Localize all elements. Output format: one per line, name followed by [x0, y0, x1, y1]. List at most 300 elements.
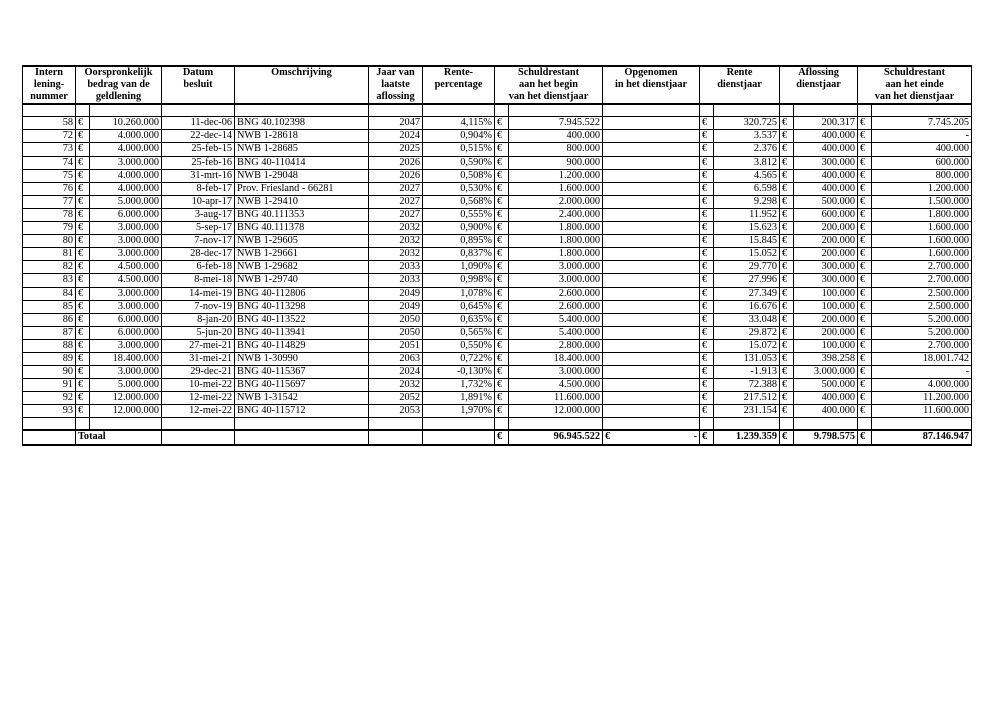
cell-omschrijving: BNG 40-115697 [235, 379, 369, 392]
currency-symbol: € [76, 379, 90, 392]
currency-symbol: € [495, 405, 509, 418]
cell-lening-nummer: 86 [23, 313, 76, 326]
currency-symbol: € [700, 169, 714, 182]
cell-opgenomen [603, 248, 700, 261]
cell-opgenomen [603, 169, 700, 182]
header-jaar-2: laatste [369, 79, 423, 91]
cell-schuld-begin: 2.800.000 [509, 339, 603, 352]
cell-omschrijving: NWB 1-29048 [235, 169, 369, 182]
cell-lening-nummer: 87 [23, 326, 76, 339]
cell-oorspronkelijk-bedrag: 5.000.000 [90, 379, 162, 392]
cell-oorspronkelijk-bedrag: 4.500.000 [90, 274, 162, 287]
currency-symbol: € [76, 392, 90, 405]
total-einde: 87.146.947 [872, 430, 972, 444]
cell-rentepercentage: 0,568% [423, 195, 495, 208]
currency-symbol: € [495, 235, 509, 248]
table-row [23, 156, 972, 169]
cell-omschrijving: BNG 40-113941 [235, 326, 369, 339]
currency-symbol: € [700, 222, 714, 235]
cell-datum-besluit: 7-nov-17 [162, 235, 235, 248]
cell-rentepercentage: 0,530% [423, 182, 495, 195]
cell-opgenomen [603, 222, 700, 235]
total-opgenomen [603, 430, 700, 444]
cell-schuld-begin: 2.400.000 [509, 208, 603, 221]
currency-symbol: € [495, 300, 509, 313]
total-opgenomen-value: - [693, 431, 698, 443]
cell-jaar-aflossing: 2049 [369, 300, 423, 313]
cell-rentepercentage: 0,722% [423, 352, 495, 365]
currency-symbol: € [858, 274, 872, 287]
cell-aflossing: 3.000.000 [794, 366, 858, 379]
cell-opgenomen [603, 274, 700, 287]
currency-symbol: € [700, 261, 714, 274]
cell-rentepercentage: 0,895% [423, 235, 495, 248]
currency-symbol: € [76, 195, 90, 208]
cell-schuld-einde: 2.700.000 [872, 261, 972, 274]
currency-symbol: € [858, 156, 872, 169]
cell-lening-nummer: 82 [23, 261, 76, 274]
cell-oorspronkelijk-bedrag: 6.000.000 [90, 326, 162, 339]
currency-symbol: € [858, 300, 872, 313]
cell-opgenomen [603, 117, 700, 130]
table-row [23, 248, 972, 261]
cell-rentepercentage: 0,515% [423, 143, 495, 156]
cell-omschrijving: NWB 1-29740 [235, 274, 369, 287]
currency-symbol: € [780, 143, 794, 156]
header-schuld-einde-3: van het dienstjaar [858, 91, 972, 104]
cell-rentepercentage: 1,732% [423, 379, 495, 392]
cell-omschrijving: BNG 40-112806 [235, 287, 369, 300]
cell-opgenomen [603, 379, 700, 392]
currency-symbol: € [858, 366, 872, 379]
header-schuld-einde: Schuldrestant [858, 66, 972, 79]
currency-symbol: € [495, 352, 509, 365]
cell-omschrijving: NWB 1-28685 [235, 143, 369, 156]
cell-rente: 29.770 [714, 261, 780, 274]
cell-schuld-einde: 1.500.000 [872, 195, 972, 208]
cell-schuld-einde: 18.001.742 [872, 352, 972, 365]
cell-rente: 29.872 [714, 326, 780, 339]
currency-symbol: € [700, 208, 714, 221]
currency-symbol: € [76, 208, 90, 221]
cell-aflossing: 400.000 [794, 130, 858, 143]
cell-aflossing: 300.000 [794, 274, 858, 287]
currency-symbol: € [76, 235, 90, 248]
cell-schuld-einde: 7.745.205 [872, 117, 972, 130]
cell-datum-besluit: 28-dec-17 [162, 248, 235, 261]
cell-aflossing: 200.317 [794, 117, 858, 130]
header-oorspronkelijk-3: geldlening [76, 91, 162, 104]
cell-schuld-begin: 2.600.000 [509, 300, 603, 313]
currency-symbol: € [700, 352, 714, 365]
cell-rente: -1.913 [714, 366, 780, 379]
currency-symbol: € [700, 130, 714, 143]
cell-schuld-einde: - [872, 366, 972, 379]
table-row [23, 235, 972, 248]
cell-omschrijving: BNG 40-113522 [235, 313, 369, 326]
currency-symbol: € [858, 313, 872, 326]
currency-symbol: € [858, 261, 872, 274]
currency-symbol: € [858, 326, 872, 339]
header-omschrijving: Omschrijving [235, 66, 369, 79]
cell-datum-besluit: 11-dec-06 [162, 117, 235, 130]
cell-aflossing: 300.000 [794, 156, 858, 169]
cell-oorspronkelijk-bedrag: 3.000.000 [90, 248, 162, 261]
cell-datum-besluit: 12-mei-22 [162, 392, 235, 405]
currency-symbol: € [780, 352, 794, 365]
cell-datum-besluit: 31-mei-21 [162, 352, 235, 365]
cell-opgenomen [603, 366, 700, 379]
currency-symbol: € [700, 326, 714, 339]
cell-datum-besluit: 25-feb-15 [162, 143, 235, 156]
cell-schuld-begin: 1.600.000 [509, 182, 603, 195]
currency-symbol: € [76, 287, 90, 300]
cell-opgenomen [603, 143, 700, 156]
cell-datum-besluit: 10-mei-22 [162, 379, 235, 392]
cell-omschrijving: BNG 40-110414 [235, 156, 369, 169]
currency-symbol: € [76, 352, 90, 365]
cell-schuld-einde: 600.000 [872, 156, 972, 169]
cell-rentepercentage: 0,837% [423, 248, 495, 261]
currency-symbol: € [495, 156, 509, 169]
cell-schuld-begin: 5.400.000 [509, 326, 603, 339]
header-intern: Intern [23, 66, 76, 79]
currency-symbol: € [780, 169, 794, 182]
cell-jaar-aflossing: 2050 [369, 326, 423, 339]
currency-symbol: € [495, 208, 509, 221]
header-rente-pct-3 [423, 91, 495, 104]
currency-symbol: € [495, 222, 509, 235]
cell-schuld-begin: 2.000.000 [509, 195, 603, 208]
currency-symbol: € [858, 287, 872, 300]
cell-jaar-aflossing: 2052 [369, 392, 423, 405]
cell-oorspronkelijk-bedrag: 4.000.000 [90, 130, 162, 143]
cell-schuld-einde: 1.800.000 [872, 208, 972, 221]
cell-jaar-aflossing: 2027 [369, 182, 423, 195]
cell-schuld-begin: 2.600.000 [509, 287, 603, 300]
cell-rente: 72.388 [714, 379, 780, 392]
cell-opgenomen [603, 156, 700, 169]
cell-lening-nummer: 88 [23, 339, 76, 352]
cell-schuld-einde: 800.000 [872, 169, 972, 182]
currency-symbol: € [76, 300, 90, 313]
header-omschrijving-3 [235, 91, 369, 104]
currency-symbol: € [858, 222, 872, 235]
cell-omschrijving: NWB 1-29682 [235, 261, 369, 274]
cell-aflossing: 400.000 [794, 143, 858, 156]
currency-symbol: € [700, 392, 714, 405]
cell-jaar-aflossing: 2053 [369, 405, 423, 418]
cell-jaar-aflossing: 2032 [369, 248, 423, 261]
cell-schuld-begin: 400.000 [509, 130, 603, 143]
total-label: Totaal [76, 430, 162, 444]
currency-symbol: € [76, 274, 90, 287]
cell-schuld-begin: 800.000 [509, 143, 603, 156]
header-omschrijving-2 [235, 79, 369, 91]
header-datum: Datum [162, 66, 235, 79]
cell-schuld-einde: 2.500.000 [872, 300, 972, 313]
cell-aflossing: 200.000 [794, 313, 858, 326]
currency-symbol: € [76, 117, 90, 130]
table-row [23, 143, 972, 156]
cell-opgenomen [603, 339, 700, 352]
cell-schuld-einde: 2.700.000 [872, 339, 972, 352]
cell-lening-nummer: 72 [23, 130, 76, 143]
currency-symbol: € [858, 248, 872, 261]
cell-schuld-einde: 4.000.000 [872, 379, 972, 392]
currency-symbol: € [495, 195, 509, 208]
currency-symbol: € [858, 130, 872, 143]
cell-datum-besluit: 10-apr-17 [162, 195, 235, 208]
cell-datum-besluit: 8-mei-18 [162, 274, 235, 287]
header-schuld-begin: Schuldrestant [495, 66, 603, 79]
currency-symbol: € [495, 339, 509, 352]
cell-lening-nummer: 89 [23, 352, 76, 365]
header-datum-3 [162, 91, 235, 104]
cell-opgenomen [603, 326, 700, 339]
cell-lening-nummer: 77 [23, 195, 76, 208]
table-footer [23, 418, 972, 445]
table-row [23, 352, 972, 365]
cell-lening-nummer: 91 [23, 379, 76, 392]
cell-opgenomen [603, 182, 700, 195]
cell-datum-besluit: 3-aug-17 [162, 208, 235, 221]
cell-aflossing: 398.258 [794, 352, 858, 365]
currency-symbol: € [780, 405, 794, 418]
cell-lening-nummer: 93 [23, 405, 76, 418]
cell-oorspronkelijk-bedrag: 4.000.000 [90, 182, 162, 195]
cell-omschrijving: BNG 40-113298 [235, 300, 369, 313]
currency-symbol: € [76, 130, 90, 143]
currency-symbol: € [780, 261, 794, 274]
currency-symbol: € [780, 248, 794, 261]
header-opgenomen: Opgenomen [603, 66, 700, 79]
cell-rente: 3.537 [714, 130, 780, 143]
cell-omschrijving: NWB 1-30990 [235, 352, 369, 365]
cell-datum-besluit: 6-feb-18 [162, 261, 235, 274]
currency-symbol: € [76, 339, 90, 352]
cell-rente: 11.952 [714, 208, 780, 221]
total-row [23, 430, 972, 444]
cell-jaar-aflossing: 2033 [369, 274, 423, 287]
table-row [23, 405, 972, 418]
cell-schuld-begin: 7.945.522 [509, 117, 603, 130]
cell-schuld-einde: 1.200.000 [872, 182, 972, 195]
header-opgenomen-3 [603, 91, 700, 104]
cell-oorspronkelijk-bedrag: 3.000.000 [90, 339, 162, 352]
cell-jaar-aflossing: 2051 [369, 339, 423, 352]
header-intern-3: nummer [23, 91, 76, 104]
cell-omschrijving: BNG 40.102398 [235, 117, 369, 130]
cell-schuld-begin: 3.000.000 [509, 366, 603, 379]
currency-symbol: € [700, 248, 714, 261]
cell-schuld-einde: 2.500.000 [872, 287, 972, 300]
currency-symbol: € [780, 392, 794, 405]
currency-symbol: € [858, 392, 872, 405]
currency-symbol: € [858, 182, 872, 195]
cell-rente: 15.623 [714, 222, 780, 235]
cell-rentepercentage: 0,635% [423, 313, 495, 326]
cell-schuld-einde: - [872, 130, 972, 143]
cell-omschrijving: BNG 40-115367 [235, 366, 369, 379]
cell-rentepercentage: 0,904% [423, 130, 495, 143]
header-jaar: Jaar van [369, 66, 423, 79]
cell-oorspronkelijk-bedrag: 12.000.000 [90, 392, 162, 405]
cell-rente: 217.512 [714, 392, 780, 405]
currency-symbol: € [495, 430, 509, 444]
cell-rentepercentage: 1,970% [423, 405, 495, 418]
cell-rente: 231.154 [714, 405, 780, 418]
cell-lening-nummer: 83 [23, 274, 76, 287]
cell-rentepercentage: 0,645% [423, 300, 495, 313]
currency-symbol: € [858, 352, 872, 365]
currency-symbol: € [495, 274, 509, 287]
currency-symbol: € [700, 182, 714, 195]
cell-rentepercentage: 1,891% [423, 392, 495, 405]
cell-schuld-begin: 1.800.000 [509, 235, 603, 248]
cell-schuld-einde: 5.200.000 [872, 313, 972, 326]
cell-schuld-begin: 900.000 [509, 156, 603, 169]
cell-aflossing: 300.000 [794, 261, 858, 274]
cell-opgenomen [603, 405, 700, 418]
currency-symbol: € [495, 326, 509, 339]
cell-schuld-einde: 11.200.000 [872, 392, 972, 405]
cell-schuld-begin: 4.500.000 [509, 379, 603, 392]
cell-omschrijving: NWB 1-29605 [235, 235, 369, 248]
cell-lening-nummer: 81 [23, 248, 76, 261]
cell-schuld-einde: 11.600.000 [872, 405, 972, 418]
cell-jaar-aflossing: 2050 [369, 313, 423, 326]
currency-symbol: € [780, 379, 794, 392]
currency-symbol: € [780, 130, 794, 143]
currency-symbol: € [858, 379, 872, 392]
cell-rentepercentage: 0,998% [423, 274, 495, 287]
cell-lening-nummer: 84 [23, 287, 76, 300]
cell-oorspronkelijk-bedrag: 4.500.000 [90, 261, 162, 274]
currency-symbol: € [76, 261, 90, 274]
cell-rentepercentage: -0,130% [423, 366, 495, 379]
currency-symbol: € [495, 379, 509, 392]
cell-omschrijving: BNG 40.111353 [235, 208, 369, 221]
cell-jaar-aflossing: 2027 [369, 208, 423, 221]
cell-aflossing: 600.000 [794, 208, 858, 221]
cell-lening-nummer: 85 [23, 300, 76, 313]
cell-schuld-einde: 1.600.000 [872, 222, 972, 235]
table-row [23, 274, 972, 287]
cell-schuld-begin: 12.000.000 [509, 405, 603, 418]
currency-symbol: € [495, 169, 509, 182]
currency-symbol: € [700, 430, 714, 444]
currency-symbol: € [780, 195, 794, 208]
header-schuld-einde-2: aan het einde [858, 79, 972, 91]
cell-lening-nummer: 92 [23, 392, 76, 405]
currency-symbol: € [495, 261, 509, 274]
cell-oorspronkelijk-bedrag: 4.000.000 [90, 143, 162, 156]
cell-rente: 320.725 [714, 117, 780, 130]
header-rente-2: dienstjaar [700, 79, 780, 91]
table-row [23, 208, 972, 221]
cell-lening-nummer: 74 [23, 156, 76, 169]
currency-symbol: € [858, 143, 872, 156]
cell-schuld-einde: 2.700.000 [872, 274, 972, 287]
header-oorspronkelijk: Oorspronkelijk [76, 66, 162, 79]
loan-table [22, 65, 972, 446]
currency-symbol: € [605, 431, 611, 443]
cell-omschrijving: BNG 40.111378 [235, 222, 369, 235]
cell-aflossing: 400.000 [794, 405, 858, 418]
cell-opgenomen [603, 261, 700, 274]
currency-symbol: € [700, 405, 714, 418]
cell-lening-nummer: 75 [23, 169, 76, 182]
cell-oorspronkelijk-bedrag: 3.000.000 [90, 235, 162, 248]
currency-symbol: € [700, 339, 714, 352]
header-rente-pct-2: percentage [423, 79, 495, 91]
cell-omschrijving: BNG 40-114829 [235, 339, 369, 352]
cell-aflossing: 100.000 [794, 339, 858, 352]
cell-aflossing: 400.000 [794, 392, 858, 405]
spacer-row [23, 418, 972, 431]
cell-rentepercentage: 0,590% [423, 156, 495, 169]
currency-symbol: € [700, 366, 714, 379]
cell-datum-besluit: 5-jun-20 [162, 326, 235, 339]
currency-symbol: € [858, 208, 872, 221]
cell-aflossing: 200.000 [794, 326, 858, 339]
currency-symbol: € [700, 195, 714, 208]
currency-symbol: € [858, 195, 872, 208]
cell-lening-nummer: 90 [23, 366, 76, 379]
cell-rente: 131.053 [714, 352, 780, 365]
currency-symbol: € [780, 182, 794, 195]
header-jaar-3: aflossing [369, 91, 423, 104]
cell-oorspronkelijk-bedrag: 6.000.000 [90, 313, 162, 326]
cell-schuld-einde: 5.200.000 [872, 326, 972, 339]
cell-opgenomen [603, 392, 700, 405]
total-aflossing: 9.798.575 [794, 430, 858, 444]
cell-oorspronkelijk-bedrag: 12.000.000 [90, 405, 162, 418]
cell-lening-nummer: 73 [23, 143, 76, 156]
cell-rente: 2.376 [714, 143, 780, 156]
cell-rentepercentage: 0,555% [423, 208, 495, 221]
currency-symbol: € [780, 366, 794, 379]
currency-symbol: € [858, 117, 872, 130]
currency-symbol: € [780, 313, 794, 326]
cell-opgenomen [603, 208, 700, 221]
currency-symbol: € [780, 235, 794, 248]
table-row [23, 313, 972, 326]
table-header [23, 66, 972, 104]
header-intern-2: lening- [23, 79, 76, 91]
cell-rente: 16.676 [714, 300, 780, 313]
cell-datum-besluit: 7-nov-19 [162, 300, 235, 313]
cell-omschrijving: NWB 1-31542 [235, 392, 369, 405]
cell-oorspronkelijk-bedrag: 10.260.000 [90, 117, 162, 130]
cell-jaar-aflossing: 2024 [369, 130, 423, 143]
currency-symbol: € [76, 313, 90, 326]
cell-datum-besluit: 25-feb-16 [162, 156, 235, 169]
cell-rente: 15.052 [714, 248, 780, 261]
header-rente-pct: Rente- [423, 66, 495, 79]
cell-lening-nummer: 76 [23, 182, 76, 195]
total-begin: 96.945.522 [509, 430, 603, 444]
cell-aflossing: 400.000 [794, 182, 858, 195]
cell-rente: 27.349 [714, 287, 780, 300]
spacer-row [23, 104, 972, 117]
cell-rente: 3.812 [714, 156, 780, 169]
currency-symbol: € [495, 313, 509, 326]
currency-symbol: € [76, 182, 90, 195]
table-row [23, 117, 972, 130]
currency-symbol: € [495, 366, 509, 379]
